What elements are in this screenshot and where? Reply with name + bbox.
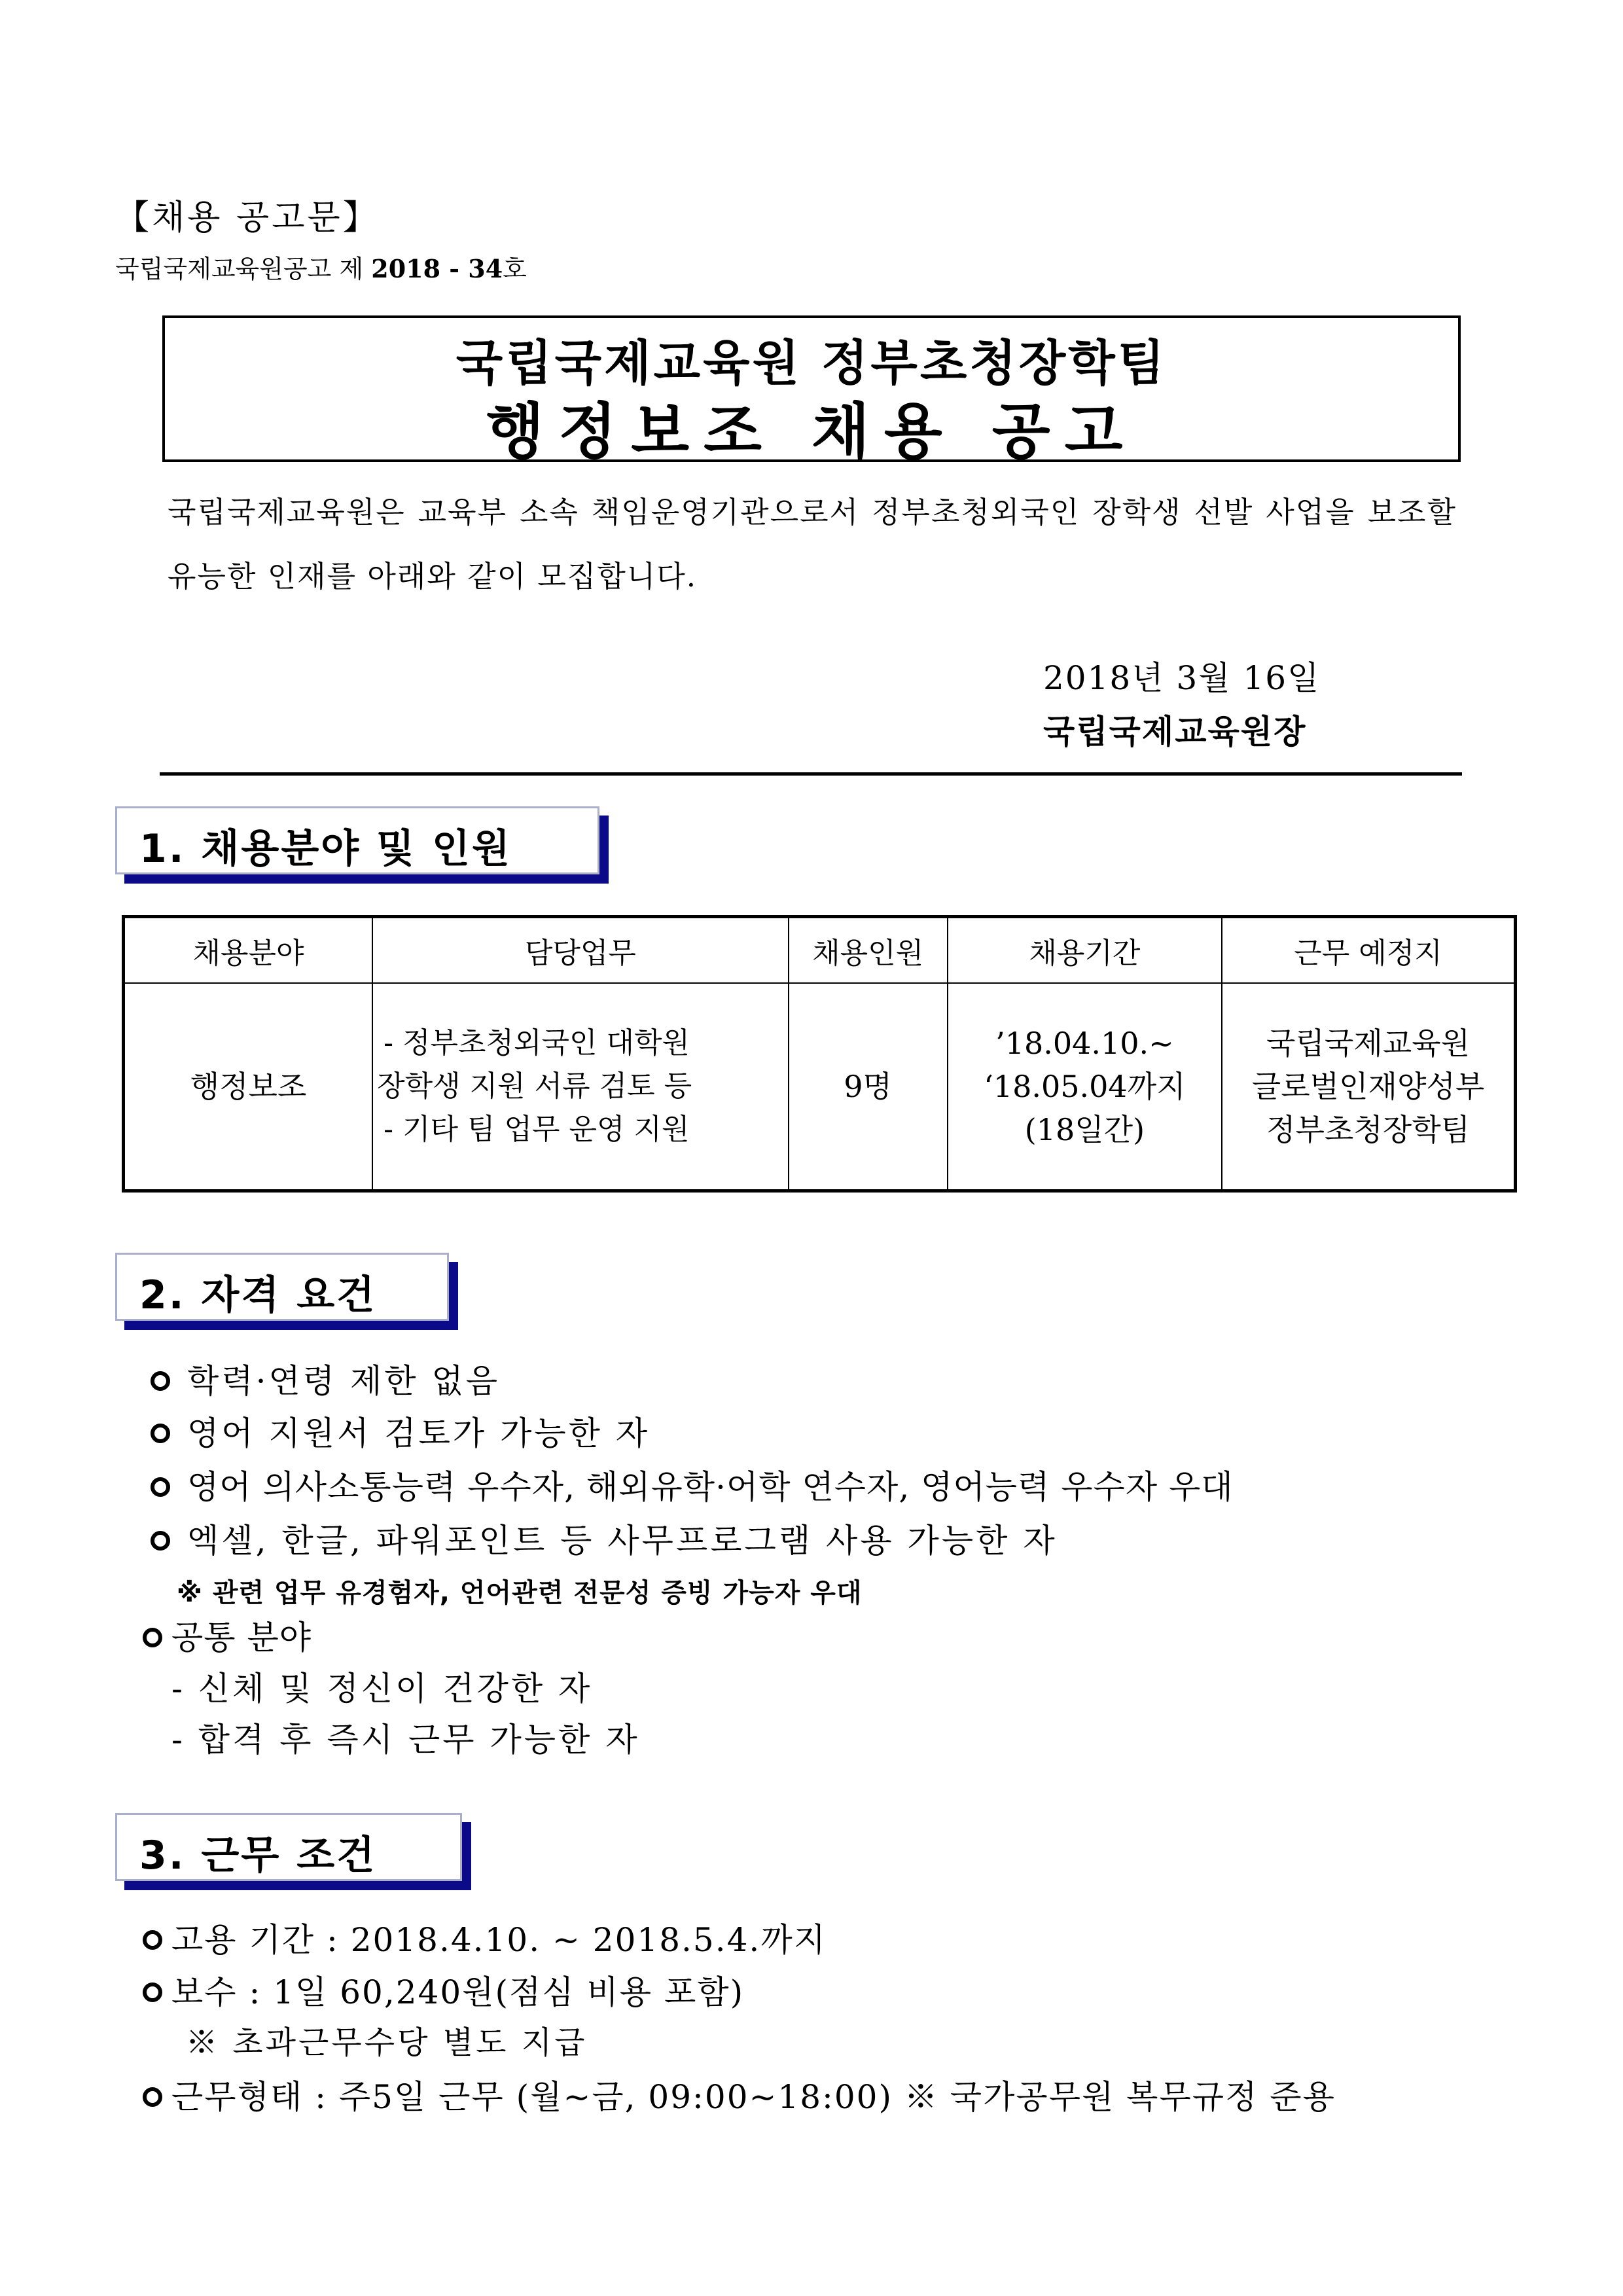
list-item bbox=[151, 1461, 1234, 1508]
circle-bullet-icon bbox=[151, 1531, 170, 1551]
title-box bbox=[162, 315, 1461, 467]
intro-paragraph: 국립국제교육원은 교육부 소속 책임운영기관으로서 정부초청외국인 장학생 선발 사업을 보조할 유능한 인재를 아래와 같이 모집합니다. bbox=[168, 495, 1457, 594]
circle-bullet-icon bbox=[143, 1982, 162, 2002]
table-row bbox=[124, 983, 1516, 1191]
title-organization: 국립국제교육원 정부초청장학팀 bbox=[455, 335, 1168, 391]
circle-bullet-icon bbox=[151, 1477, 170, 1497]
duty-line: - 정부초청외국인 대학원 bbox=[383, 1026, 690, 1060]
period-line: (18일간) bbox=[1024, 1112, 1145, 1147]
cell-duty bbox=[372, 983, 788, 1191]
column-header: 담당업무 bbox=[372, 917, 788, 984]
list-item-text: 고용 기간 : 2018.4.10. ~ 2018.5.4.까지 bbox=[171, 1921, 827, 1959]
section-heading-qualifications bbox=[115, 1253, 449, 1321]
table-header-row bbox=[124, 917, 1516, 984]
location-line: 국립국제교육원 bbox=[1266, 1026, 1471, 1061]
duty-line: 장학생 지원 서류 검토 등 bbox=[377, 1069, 692, 1103]
list-item-text: 영어 지원서 검토가 가능한 자 bbox=[187, 1414, 651, 1452]
circle-bullet-icon bbox=[151, 1371, 170, 1391]
notice-prefix: 국립국제교육원공고 제 bbox=[115, 255, 364, 283]
divider bbox=[160, 772, 1462, 776]
notice-number-value: 2018 - 34 bbox=[371, 254, 503, 283]
list-item bbox=[143, 2071, 1336, 2118]
section-heading-positions bbox=[115, 806, 599, 874]
list-item bbox=[151, 1355, 500, 1402]
preference-note: ※ 관련 업무 유경험자, 언어관련 전문성 증빙 가능자 우대 bbox=[177, 1578, 863, 1608]
list-item-text: 보수 : 1일 60,240원(점심 비용 포함) bbox=[171, 1973, 745, 2011]
issuer-name: 국립국제교육원장 bbox=[1043, 712, 1307, 751]
section-heading-conditions bbox=[115, 1813, 462, 1881]
circle-bullet-icon bbox=[143, 2087, 162, 2107]
list-item-text: 공통 분야 bbox=[171, 1619, 312, 1657]
period-line: ’18.04.10.~ bbox=[995, 1026, 1174, 1061]
list-item bbox=[151, 1515, 1058, 1562]
sub-list-item: - 신체 및 정신이 건강한 자 bbox=[171, 1670, 593, 1708]
recruitment-table bbox=[122, 915, 1517, 1193]
location-line: 정부초청장학팀 bbox=[1266, 1112, 1471, 1147]
column-header: 채용분야 bbox=[124, 917, 373, 984]
section-heading-text: 2. 자격 요건 bbox=[139, 1272, 377, 1318]
circle-bullet-icon bbox=[143, 1628, 162, 1647]
location-line: 글로벌인재양성부 bbox=[1251, 1069, 1485, 1104]
notice-number bbox=[115, 249, 527, 285]
column-header: 채용인원 bbox=[789, 917, 948, 984]
circle-bullet-icon bbox=[143, 1930, 162, 1950]
period-line: ‘18.05.04까지 bbox=[984, 1069, 1186, 1104]
notice-date: 2018년 3월 16일 bbox=[1043, 659, 1321, 697]
section-heading-text: 1. 채용분야 및 인원 bbox=[139, 826, 512, 872]
list-item-text: 학력·연령 제한 없음 bbox=[187, 1362, 501, 1400]
section-heading-text: 3. 근무 조건 bbox=[139, 1833, 377, 1878]
cell-headcount: 9명 bbox=[789, 983, 948, 1191]
cell-period bbox=[948, 983, 1222, 1191]
sub-list-item: - 합격 후 즉시 근무 가능한 자 bbox=[171, 1721, 640, 1759]
list-item-text: 근무형태 : 주5일 근무 (월~금, 09:00~18:00) ※ 국가공무원 복무규정 준용 bbox=[171, 2078, 1336, 2116]
pay-note: ※ 초과근무수당 별도 지급 bbox=[186, 2024, 588, 2061]
document-label: 【채용 공고문】 bbox=[115, 198, 380, 238]
list-item-text: 영어 의사소통능력 우수자, 해외유학·어학 연수자, 영어능력 우수자 우대 bbox=[187, 1468, 1234, 1506]
page-title: 행정보조 채용 공고 bbox=[486, 397, 1137, 467]
list-item bbox=[151, 1407, 650, 1454]
column-header: 근무 예정지 bbox=[1222, 917, 1515, 984]
list-item-text: 엑셀, 한글, 파워포인트 등 사무프로그램 사용 가능한 자 bbox=[187, 1522, 1058, 1560]
list-item bbox=[143, 1966, 744, 2013]
notice-suffix: 호 bbox=[503, 255, 527, 283]
duty-line: - 기타 팀 업무 운영 지원 bbox=[383, 1113, 690, 1146]
circle-bullet-icon bbox=[151, 1424, 170, 1443]
column-header: 채용기간 bbox=[948, 917, 1222, 984]
list-item bbox=[143, 1611, 312, 1659]
cell-location bbox=[1222, 983, 1515, 1191]
list-item bbox=[143, 1914, 827, 1961]
cell-field: 행정보조 bbox=[124, 983, 373, 1191]
